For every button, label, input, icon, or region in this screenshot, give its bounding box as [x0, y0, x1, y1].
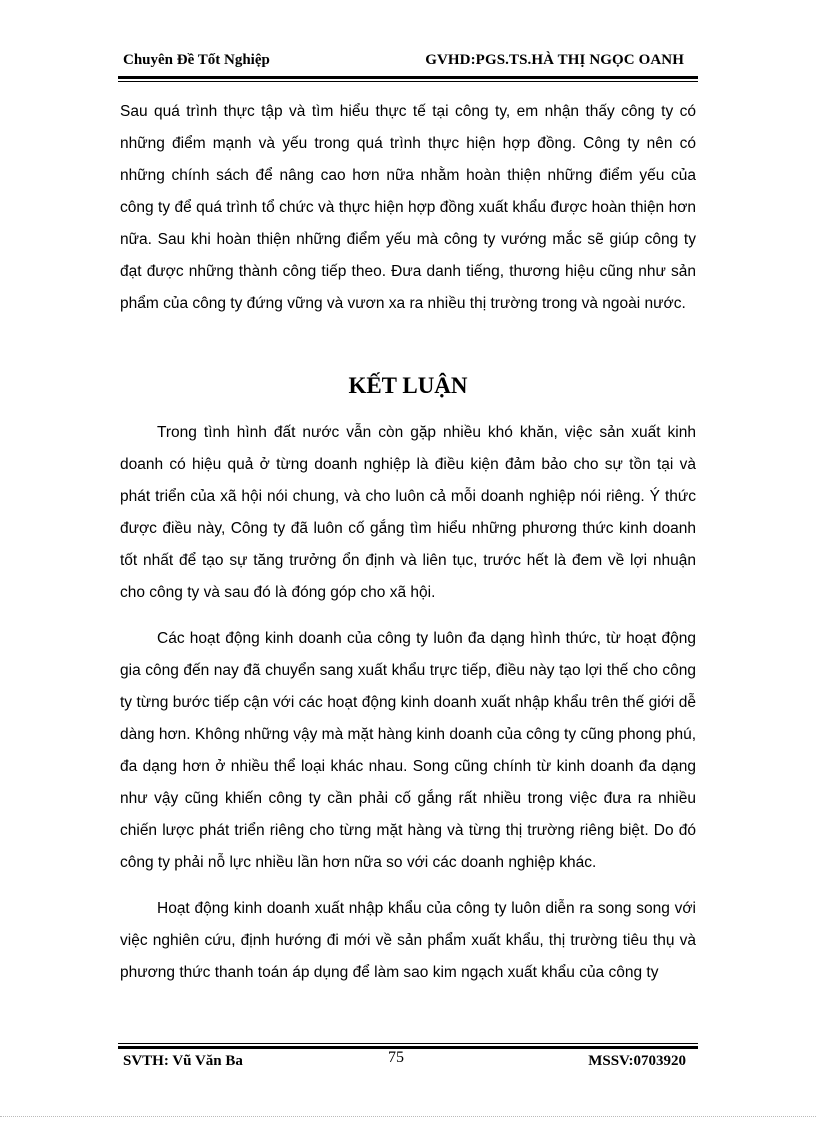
conclusion-paragraph-2: Các hoạt động kinh doanh của công ty luôn đa dạng hình thức, từ hoạt động gia công đến nay đã chuyển sang xuất khẩu trực tiếp, điều này tạo lợi thế cho công ty từng bước tiếp cận với các hoạt động kinh doanh xuất nhập khẩu trên thế giới dễ dàng hơn. Không những vậy mà mặt hàng kinh doanh của công ty cũng phong phú, đa dạng hơn ở nhiều thể loại khác nhau. Song cũng chính từ kinh doanh đa dạng như vậy cũng khiến công ty cần phải cố gắng rất nhiều trong việc đưa ra nhiều chiến lược phát triển riêng cho từng mặt hàng và từng thị trường riêng biệt. Do đó công ty phải nỗ lực nhiều lần hơn nữa so với các doanh nghiệp khác. [120, 630, 696, 871]
conclusion-paragraph-3: Hoạt động kinh doanh xuất nhập khẩu của công ty luôn diễn ra song song với việc nghiên cứu, định hướng đi mới về sản phẩm xuất khẩu, thị trường tiêu thụ và phương thức thanh toán áp dụng để làm sao kim ngạch xuất khẩu của công ty [120, 900, 696, 981]
conclusion-section [120, 417, 696, 1003]
page-number: 75 [388, 1049, 404, 1066]
header-rule-thick [118, 76, 698, 79]
footer-rule-thin [118, 1043, 698, 1044]
footer-student: SVTH: Vũ Văn Ba [123, 1053, 243, 1069]
conclusion-paragraph-1: Trong tình hình đất nước vẫn còn gặp nhiều khó khăn, việc sản xuất kinh doanh có hiệu quả ở từng doanh nghiệp là điều kiện đảm bảo cho sự tồn tại và phát triển của xã hội nói chung, và cho luôn cả mỗi doanh nghiệp nói riêng. Ý thức được điều này, Công ty đã luôn cố gắng tìm hiểu những phương thức kinh doanh tốt nhất để tạo sự tăng trưởng ổn định và liên tục, trước hết là đem về lợi nhuận cho công ty và sau đó là đóng góp cho xã hội. [120, 424, 696, 601]
footer-rule-thick [118, 1046, 698, 1049]
page-footer [118, 1049, 698, 1075]
intro-paragraph: Sau quá trình thực tập và tìm hiểu thực tế tại công ty, em nhận thấy công ty có những điểm mạnh và yếu trong quá trình thực hiện hợp đồng. Công ty nên có những chính sách để nâng cao hơn nữa nhằm hoàn thiện những điểm yếu của công ty để quá trình tổ chức và thực hiện hợp đồng xuất khẩu được hoàn thiện hơn nữa. Sau khi hoàn thiện những điểm yếu mà công ty vướng mắc sẽ giúp công ty đạt được những thành công tiếp theo. Đưa danh tiếng, thương hiệu cũng như sản phẩm của công ty đứng vững và vươn xa ra nhiều thị trường trong và ngoài nước. [120, 103, 696, 312]
header-title: Chuyên Đề Tốt Nghiệp [123, 52, 270, 68]
intro-section [120, 96, 696, 320]
page-bottom-edge [0, 1116, 816, 1117]
header-advisor: GVHD:PGS.TS.HÀ THỊ NGỌC OANH [425, 52, 684, 68]
footer-student-id: MSSV:0703920 [588, 1053, 686, 1069]
section-heading: KẾT LUẬN [348, 373, 468, 398]
page-header [118, 52, 698, 74]
header-rule-thin [118, 81, 698, 82]
